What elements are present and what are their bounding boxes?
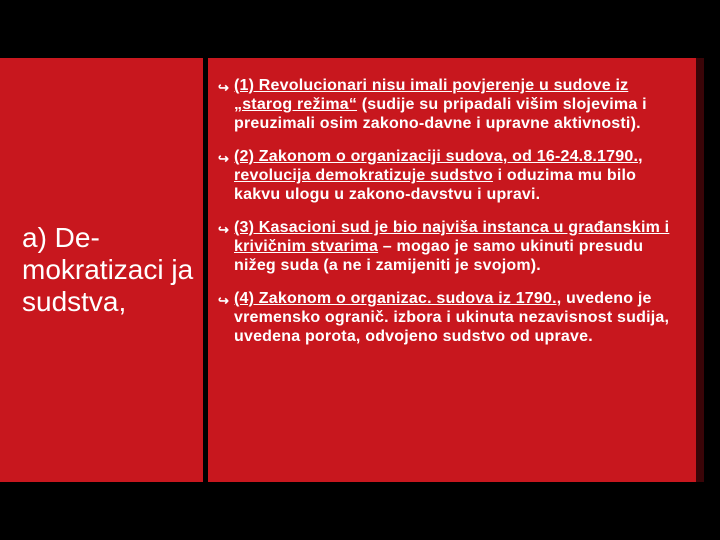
section-title: a) De-mokratizaci ja sudstva, — [22, 222, 194, 317]
bullet-text — [234, 218, 687, 275]
bullet-text — [234, 147, 687, 204]
hook-arrow-icon: ↪ — [218, 80, 230, 95]
bullet-item-3 — [218, 218, 687, 275]
bullet-item-2 — [218, 147, 687, 204]
bullet-item-1 — [218, 76, 687, 133]
bullet-underlined-text: (2) Zakonom o organizaciji sudova, od 16-24.8.1790., revolucija demokratizuje sudstvo — [234, 148, 643, 184]
bullet-underlined-text: (3) Kasacioni sud je bio najviša instanca u građanskim i krivičnim stvarima — [234, 219, 670, 255]
bullet-rest-text: i oduzima mu bilo kakvu ulogu u zakono-davstvu i upravi. — [234, 167, 637, 203]
hook-arrow-icon: ↪ — [218, 151, 230, 166]
hook-arrow-icon: ↪ — [218, 293, 230, 308]
bullet-rest-text: – mogao je samo ukinuti presudu nižeg suda (a ne i zamijeniti je svojom). — [234, 238, 644, 274]
hook-arrow-icon: ↪ — [218, 222, 230, 237]
panel-edge — [696, 58, 704, 482]
bullet-text — [234, 76, 687, 133]
bullet-rest-text: (sudije su pripadali višim slojevima i preuzimali osim zakono-davne i upravne aktivnosti). — [234, 96, 647, 132]
bullet-underlined-text: (4) Zakonom o organizac. sudova iz 1790., — [234, 290, 562, 307]
bullet-rest-text: uvedeno je vremensko ogranič. izbora i ukinuta nezavisnost sudija, uvedena porota, odvojeno sudstvo od uprave. — [234, 290, 670, 345]
bullet-text — [234, 289, 687, 346]
bullet-underlined-text: (1) Revolucionari nisu imali povjerenje u sudove iz „starog režima“ — [234, 77, 629, 113]
bullet-list — [218, 76, 687, 360]
bullet-item-4 — [218, 289, 687, 346]
